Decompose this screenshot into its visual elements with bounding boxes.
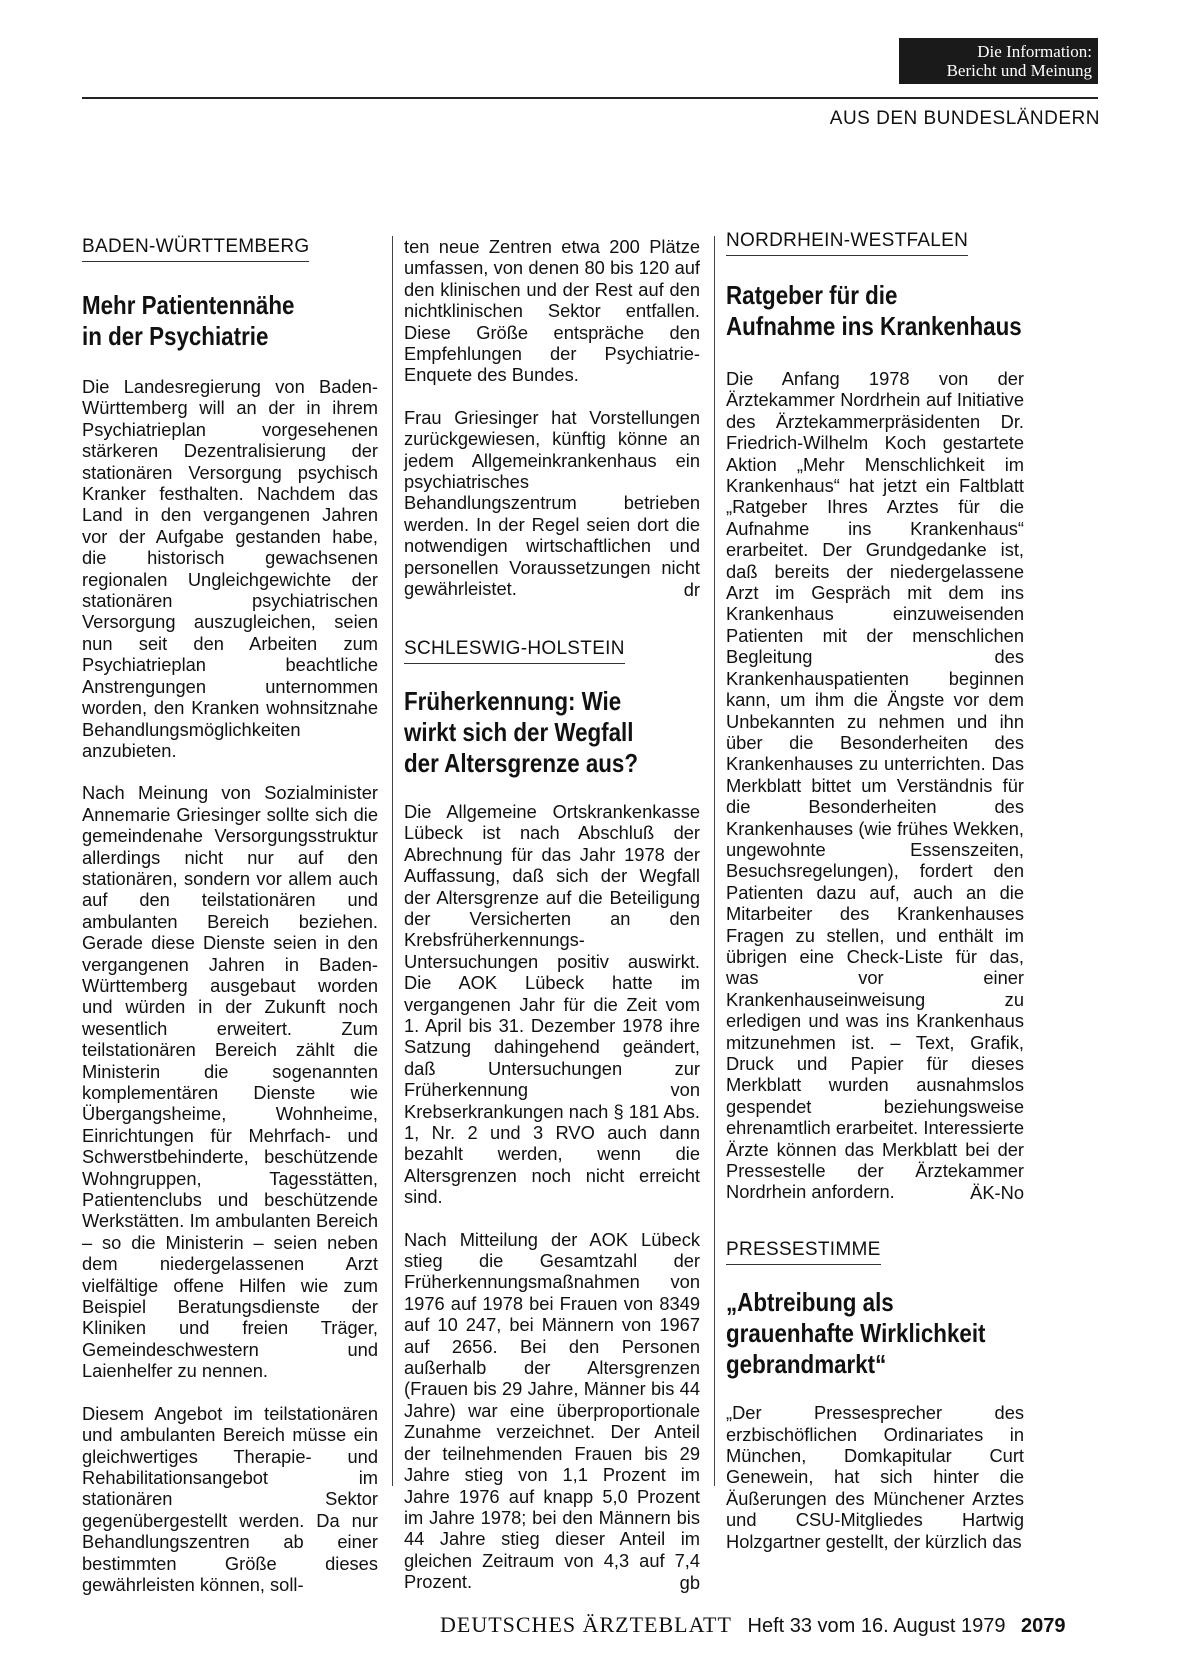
headline-line: der Altersgrenze aus? — [404, 747, 639, 778]
headline-line: Ratgeber für die — [726, 280, 898, 310]
headline-line: grauenhafte Wirklichkeit — [726, 1318, 986, 1349]
section-badge — [899, 38, 1098, 84]
headline-line: „Abtreibung als — [726, 1287, 894, 1318]
paragraph: Nach Meinung von Sozialminister Annemarie Griesinger sollte sich die gemeindenahe Versorgungsstruktur allerdings nicht nur auf den stationären, sondern vor allem auch auf den teilstationären und ambulanten Bereich beziehen. Gerade diese Dienste seien in den vergangenen Jahren in Baden-Württemberg ausgebaut worden und würden in der Zukunft noch wesentlich erweitert. Zum teilstationären Bereich zählt die Ministerin die sogenannten komplementären Dienste wie Übergangsheime, Wohnheime, Einrichtungen für Mehrfach- und Schwerstbehinderte, beschützende Wohngruppen, Tagesstätten, Patientenclubs und beschützende Werkstätten. Im ambulanten Bereich – so die Ministerin – seien neben dem niedergelassenen Arzt vielfältige offene Hilfen wie zum Beispiel Beratungsdienste der Kliniken und freien Träger, Gemeindeschwestern und Laienhelfer zu nennen. — [82, 782, 378, 1382]
column-baden-wuerttemberg — [82, 236, 378, 1595]
badge-line-2: Bericht und Meinung — [946, 61, 1092, 80]
article-headline — [82, 290, 377, 352]
region-label: AUS DEN BUNDESLÄNDERN — [829, 108, 1100, 129]
paragraph: Die Landesregierung von Baden-Württemberg will an der in ihrem Psychiatrieplan vorgesehenen stärkeren Dezentralisierung der stationären Versorgung psychisch Kranker festhalten. Nachdem das Land in den vergangenen Jahren vor der Aufgabe gestanden habe, die historisch gewachsenen regionalen Ungleichgewichte der stationären psychiatrischen Versorgung auszugleichen, seien nun seit den Arbeiten zum Psychiatrieplan beachtliche Anstrengungen unternommen worden, den Kranken wohnsitznahe Behandlungsmöglichkeiten anzubieten. — [82, 376, 378, 761]
journal-name: DEUTSCHES ÄRZTEBLATT — [440, 1612, 732, 1637]
article-headline — [726, 1287, 1023, 1380]
paragraph: Nach Mitteilung der AOK Lübeck stieg die Gesamtzahl der Früherkennungsmaßnahmen von 1976 auf 1978 bei Frauen von 8349 auf 10 247, bei Männern von 1967 auf 2656. Bei den Personen außerhalb der Altersgrenzen (Frauen bis 29 Jahre, Männer bis 44 Jahre) war eine überproportionale Zunahme verzeichnet. Der Anteil der teilnehmenden Frauen bis 29 Jahre stieg von 1,1 Prozent im Jahre 1976 auf knapp 5,0 Prozent im Jahre 1978; bei den Männern bis 44 Jahre stieg dieser Anteil im gleichen Zeitraum von 4,3 auf 7,4 Prozent. — [404, 1228, 700, 1593]
author-signature: ÄK-No — [970, 1181, 1024, 1203]
section-title: BADEN-WÜRTTEMBERG — [82, 236, 309, 262]
column-middle — [404, 236, 700, 1593]
paragraph: „Der Pressesprecher des erzbischöflichen Ordinariates in München, Domkapitular Curt Genewein, hat sich hinter die Äußerungen des Münchener Arztes und CSU-Mitgliedes Hartwig Holzgartner gestellt, der kürzlich das — [726, 1402, 1024, 1552]
badge-line-1: Die Information: — [977, 42, 1092, 61]
headline-line: in der Psychiatrie — [82, 321, 269, 351]
author-signature: gb — [679, 1571, 700, 1593]
paragraph: ten neue Zentren etwa 200 Plätze umfassen, von denen 80 bis 120 auf den klinischen und der Rest auf den nichtklinischen Sektor entfallen. Diese Größe entspräche den Empfehlungen der Psychiatrie-Enquete des Bundes. — [404, 236, 700, 386]
column-divider — [714, 236, 715, 1486]
issue-info: Heft 33 vom 16. August 1979 — [747, 1615, 1006, 1637]
paragraph: Diesem Angebot im teilstationären und ambulanten Bereich müsse ein gleichwertiges Therapie- und Rehabilitationsangebot im stationären Sektor gegenübergestellt werden. Da nur Behandlungszentren ab einer bestimmten Größe dieses gewährleisten können, soll- — [82, 1402, 378, 1595]
headline-line: Mehr Patientennähe — [82, 290, 295, 320]
paragraph: Die Allgemeine Ortskrankenkasse Lübeck ist nach Abschluß der Abrechnung für das Jahr 1978 der Auffassung, daß sich der Wegfall der Altersgrenze auf die Beteiligung der Versicherten an den Krebsfrüherkennungs-Untersuchungen positiv auswirkt. Die AOK Lübeck hatte im vergangenen Jahr für die Zeit vom 1. April bis 31. Dezember 1978 ihre Satzung dahingehend geändert, daß Untersuchungen zur Früherkennung von Krebserkrankungen nach § 181 Abs. 1, Nr. 2 und 3 RVO auch dann bezahlt werden, wenn die Altersgrenzen noch nicht erreicht sind. — [404, 800, 700, 1208]
header-rule — [82, 97, 1098, 99]
page-footer — [440, 1612, 1066, 1638]
headline-line: gebrandmarkt“ — [726, 1349, 887, 1380]
article-headline — [404, 686, 699, 779]
section-title: SCHLESWIG-HOLSTEIN — [404, 638, 625, 664]
paragraph: Die Anfang 1978 von der Ärztekammer Nordrhein auf Initiative des Ärztekammerpräsidenten Dr. Friedrich-Wilhelm Koch gestartete Aktion „Mehr Menschlichkeit im Krankenhaus“ hat jetzt ein Faltblatt „Ratgeber Ihres Arztes für die Aufnahme ins Krankenhaus“ erarbeitet. Der Grundgedanke ist, daß bereits der niedergelassene Arzt im Gespräch mit dem ins Krankenhaus einzuweisenden Patienten mit der menschlichen Begleitung des Krankenhauspatienten beginnen kann, um ihm die Ängste vor dem Unbekannten zu nehmen und ihn über die Besonderheiten des Krankenhauses zu unterrichten. Das Merkblatt bittet um Verständnis für die Besonderheiten des Krankenhauses (wie frühes Wekken, ungewohnte Essenszeiten, Besuchsregelungen), fordert den Patienten dazu auf, auch an die Mitarbeiter des Krankenhauses Fragen zu stellen, und enthält im übrigen eine Check-Liste für das, was vor einer Krankenhauseinweisung zu erledigen und was ins Krankenhaus mitzunehmen ist. – Text, Grafik, Druck und Papier für dieses Merkblatt wurden ausnahmslos gespendet beziehungsweise ehrenamtlich erarbeitet. Interessierte Ärzte können das Merkblatt bei der Pressestelle der Ärztekammer Nordrhein anfordern. — [726, 368, 1024, 1203]
column-nordrhein-westfalen — [726, 230, 1024, 1552]
article-headline — [726, 280, 1023, 342]
headline-line: wirkt sich der Wegfall — [404, 716, 634, 747]
page-number: 2079 — [1021, 1615, 1066, 1637]
section-title: PRESSESTIMME — [726, 1239, 881, 1265]
paragraph: Frau Griesinger hat Vorstellungen zurückgewiesen, künftig könne an jedem Allgemeinkrankenhaus ein psychiatrisches Behandlungszentrum betrieben werden. In der Regel seien dort die notwendigen wirtschaftlichen und personellen Voraussetzungen nicht gewährleistet. — [404, 406, 700, 600]
section-title: NORDRHEIN-WESTFALEN — [726, 230, 968, 256]
column-divider — [392, 236, 393, 1486]
headline-line: Aufnahme ins Krankenhaus — [726, 311, 1022, 341]
author-signature: dr — [683, 578, 700, 600]
headline-line: Früherkennung: Wie — [404, 685, 622, 716]
